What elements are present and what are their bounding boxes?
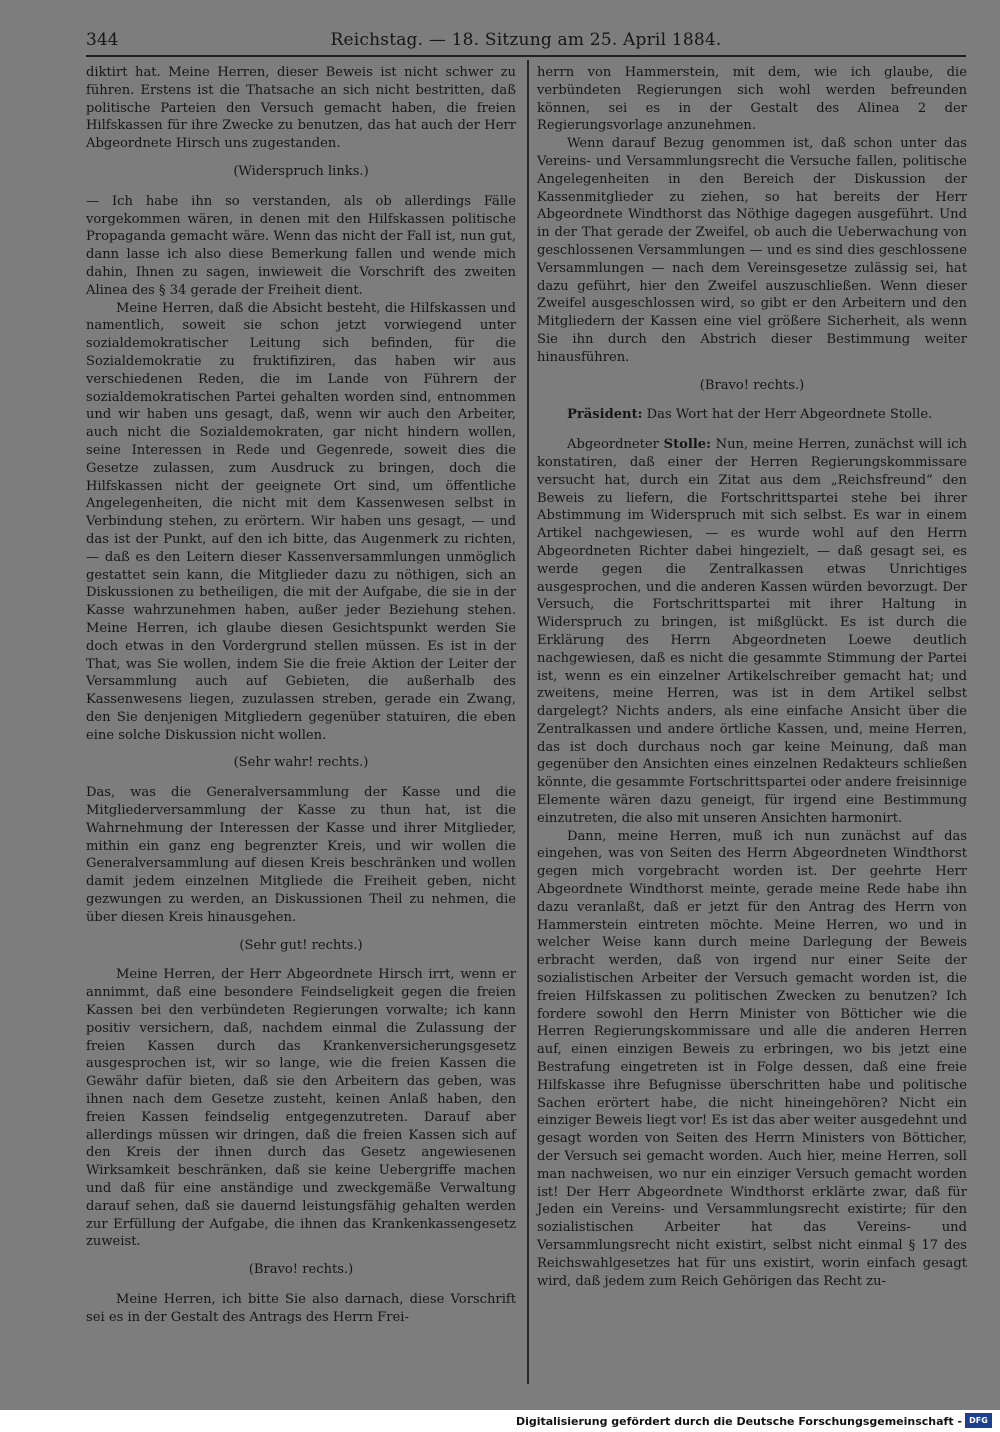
interjection: (Sehr gut! rechts.) [239, 937, 363, 953]
interjection: (Widerspruch links.) [233, 163, 369, 179]
paragraph: Meine Herren, der Herr Abgeordnete Hirsch irrt, wenn er annimmt, daß eine besondere Feindseligkeit gegen die freien Kassen bei den verbündeten Regierungen vorwalte; ich kann positiv versichern, daß, nachdem einmal die Zulassung der freien Kassen durch das Krankenversicherungsgesetz ausgesprochen ist, wir so lange, wie die freien Kassen die Gewähr dafür bieten, daß sie den Arbeitern das geben, was ihnen nach dem Gesetze zusteht, keinen Anlaß haben, den freien Kassen feindselig entgegenzutreten. Darauf aber allerdings müssen wir dringen, daß die freien Kassen sich auf den Kreis der ihnen durch das Gesetz angewiesenen Wirksamkeit beschränken, daß sie keine Uebergriffe machen und daß für eine anständige und zweckgemäße Verwaltung darauf sehen, daß sie dauernd leistungsfähig gehalten werden zur Erfüllung der Aufgabe, die ihnen das Krankenkassengesetz zuweist. [86, 967, 516, 1250]
president-text: Das Wort hat der Herr Abgeordnete Stolle. [646, 407, 933, 423]
paragraph: Wenn darauf Bezug genommen ist, daß schon unter das Vereins- und Versammlungsrecht die Versuche fallen, politische Angelegenheiten in den Bereich der Diskussion der Kassenmitglieder zu ziehen, so hat bereits der Herr Abgeordnete Windthorst das Nöthige dagegen ausgeführt. Und in der That gerade der Zweifel, ob auch die Ueberwachung von geschlossenen Versammlungen — und es sind dies geschlossene Versammlungen — nach dem Vereinsgesetze zulässig sei, hat dazu geführt, hier den Zweifel auszuschließen. Wenn dieser Zweifel ausgeschlossen wird, so gibt er den Arbeitern und den Mitgliedern der Kassen eine viel größere Sicherheit, als wenn Sie ihn durch den Abstrich dieser Bestimmung weiter hinausführen. [537, 136, 967, 365]
running-title: Reichstag. — 18. Sitzung am 25. April 1884. [330, 30, 722, 50]
interjection: (Bravo! rechts.) [699, 377, 805, 393]
funding-credit: Digitalisierung gefördert durch die Deutsche Forschungsgemeinschaft - [515, 1415, 962, 1428]
paragraph: — Ich habe ihn so verstanden, als ob allerdings Fälle vorgekommen wären, in denen mit den Hilfskassen politische Propaganda gemacht wäre. Wenn das nicht der Fall ist, nun gut, dann lasse ich also diese Bemerkung fallen und wende mich dahin, Ihnen zu sagen, inwieweit die Vorschrift des zweiten Alinea des § 34 gerade der Freiheit dient. [86, 193, 516, 298]
header-rule [86, 55, 966, 57]
right-column [537, 64, 967, 1290]
president-statement [537, 406, 967, 424]
speech-text: Nun, meine Herren, zunächst will ich konstatiren, daß einer der Herren Regierungskommissare versucht hat, durch ein Zitat aus dem „Reichsfreund“ den Beweis zu liefern, die Fortschrittspartei stehe bei ihrer Abstimmung im Widerspruch mit sich selbst. Es war in einem Artikel nachgewiesen, — es wurde wohl auf den Herrn Abgeordneten Richter dabei hingezielt, — daß gesagt sei, es werde gegen die Zentralkassen etwas Unrichtiges ausgesprochen, und die anderen Kassen würden bevorzugt. Der Versuch, die Fortschrittspartei mit ihrer Haltung in Widerspruch zu bringen, ist mißglückt. Es ist durch die Erklärung des Herrn Abgeordneten Loewe deutlich nachgewiesen, daß es nicht die gesammte Stimmung der Partei ist, wenn es ein einzelner Artikelschreiber gemacht hat; und zweitens, meine Herren, was ist in dem Artikel selbst dargelegt? Nichts anders, als eine einfache Ansicht über die Zentralkassen und andere örtliche Kassen, und, meine Herren, das ist doch durchaus noch gar keine Meinung, daß man gegenüber den Ansichten eines einzelnen Redakteurs schließen könnte, die gesammte Fortschrittspartei oder andere freisinnige Elemente wären dazu geneigt, für irgend eine Bestimmung einzutreten, die also mit unseren Ansichten harmonirt. [537, 437, 967, 826]
dfg-logo-icon: DFG [965, 1413, 992, 1428]
speech-paragraph [537, 436, 967, 828]
paragraph: Dann, meine Herren, muß ich nun zunächst auf das eingehen, was von Seiten des Herrn Abgeordneten Windthorst gegen mich vorgebracht worden ist. Der geehrte Herr Abgeordnete Windthorst meinte, gerade meine Rede habe ihn dazu veranlaßt, daß er jetzt für den Antrag des Herrn von Hammerstein eintreten möchte. Meine Herren, wo und in welcher Weise kann durch meine Darlegung der Beweis erbracht werden, daß von irgend nur einer Seite der sozialistischen Arbeiter der Versuch gemacht worden ist, die freien Hilfskassen zu politischen Zwecken zu benutzen? Ich fordere sowohl den Herrn Minister von Bötticher wie die Herren Regierungskommissare und alle die anderen Herren auf, einen einzigen Beweis zu erbringen, wo bis jetzt eine Bestrafung eingetreten ist in Folge dessen, daß eine freie Hilfskasse ihre Befugnisse überschritten habe und politische Sachen erörtert habe, die nicht hineingehören? Nicht ein einziger Beweis liegt vor! Es ist das aber weiter ausgedehnt und gesagt worden von Seiten des Herrn Ministers von Bötticher, der Versuch sei gemacht worden. Auch hier, meine Herren, soll man nachweisen, wo nur ein einziger Versuch gemacht worden ist! Der Herr Abgeordnete Windthorst erklärte zwar, daß für Jeden ein Vereins- und Versammlungsrecht existirte; für den sozialistischen Arbeiter hat das Vereins- und Versammlungsrecht nicht existirt, selbst nicht einmal § 17 des Reichswahlgesetzes hat für uns existirt, worin einfach gesagt wird, daß jedem zum Reich Gehörigen das Recht zu- [537, 828, 967, 1289]
paragraph: diktirt hat. Meine Herren, dieser Beweis ist nicht schwer zu führen. Erstens ist die Thatsache an sich nicht bestritten, daß politische Parteien den Versuch gemacht haben, die freien Hilfskassen für ihre Zwecke zu benutzen, das hat auch der Herr Abgeordnete Hirsch uns zugestanden. [86, 65, 516, 152]
paragraph: herrn von Hammerstein, mit dem, wie ich glaube, die verbündeten Regierungen sich wohl werden befreunden können, sei es in der Gestalt des Alinea 2 der Regierungsvorlage anzunehmen. [537, 65, 967, 134]
interjection: (Bravo! rechts.) [248, 1262, 354, 1278]
paragraph: Meine Herren, ich bitte Sie also darnach, diese Vorschrift sei es in der Gestalt des Antrags des Herrn Frei- [86, 1292, 516, 1325]
left-column [86, 64, 516, 1327]
paragraph: Das, was die Generalversammlung der Kasse und die Mitgliederversammlung der Kasse zu thun hat, ist die Wahrnehmung der Interessen der Kasse und ihrer Mitglieder, mithin ein ganz eng begrenzter Kreis, und wir wollen die Generalversammlung auf diesen Kreis beschränken und wollen damit jedem einzelnen Mitgliede die Freiheit geben, nicht gezwungen zu werden, an Diskussionen Theil zu nehmen, die über diesen Kreis hinausgehen. [86, 785, 516, 925]
interjection: (Sehr wahr! rechts.) [233, 755, 369, 771]
paragraph: Meine Herren, daß die Absicht besteht, die Hilfskassen und namentlich, soweit sie schon jetzt vorwiegend unter sozialdemokratischer Leitung sich befinden, für die Sozialdemokratie zu fruktifiziren, das haben wir aus verschiedenen Reden, die im Lande von Führern der sozialdemokratischen Partei gehalten worden sind, entnommen und wir haben uns gesagt, daß, wenn wir auch den Arbeiter, auch nicht die Sozialdemokraten, gar nicht hindern wollen, seine Interessen in Rede und Gegenrede, soweit dies die Gesetze zulassen, zum Ausdruck zu bringen, doch die Hilfskassen nicht der geeignete Ort sind, um öffentliche Angelegenheiten, die nicht mit dem Kassenwesen selbst in Verbindung stehen, zu erörtern. Wir haben uns gesagt, — und das ist der Punkt, auf den ich bitte, das Augenmerk zu richten, — daß es den Leitern dieser Kassenversammlungen unmöglich gestattet sein kann, die Mitglieder dazu zu nöthigen, sich an Diskussionen zu betheiligen, die mit der Aufgabe, die sie in der Kasse wahrzunehmen haben, außer jeder Beziehung stehen. Meine Herren, ich glaube diesen Gesichtspunkt werden Sie doch etwas in den Vordergrund stellen müssen. Es ist in der That, was Sie wollen, indem Sie die freie Aktion der Leiter der Versammlung auch auf Gebieten, die außerhalb des Kassenwesens liegen, zuzulassen streben, gerade ein Zwang, den Sie denjenigen Mitgliedern gegenüber statuiren, die eben eine solche Diskussion nicht wollen. [86, 300, 516, 743]
column-divider [527, 60, 529, 1384]
speaker-name: Stolle: [663, 437, 711, 453]
page-number: 344 [86, 30, 119, 50]
president-label: Präsident: [567, 407, 643, 423]
speaker-prefix: Abgeordneter [567, 437, 659, 453]
footer-bar [0, 1410, 1000, 1432]
page-header [86, 26, 966, 56]
